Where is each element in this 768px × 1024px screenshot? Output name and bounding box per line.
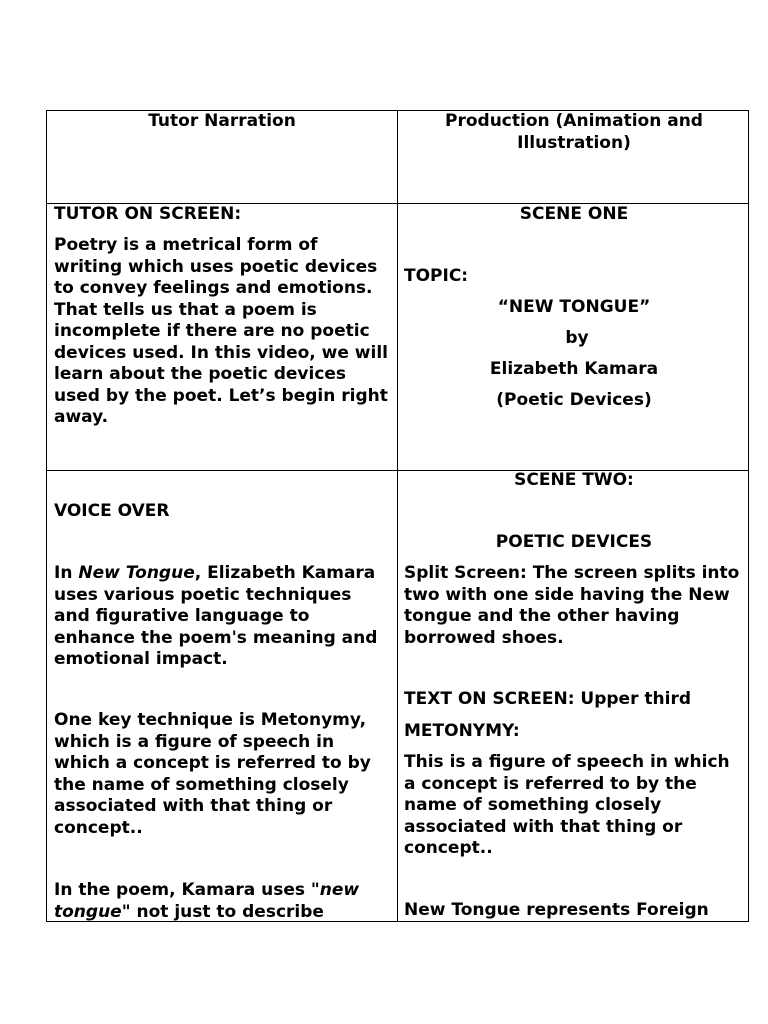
split-screen-direction: Split Screen: The screen splits into two with one side having the New tongue and the other having borrowed shoes.: [404, 563, 740, 648]
metonymy-term: METONYMY:: [404, 721, 520, 741]
voice-over-heading: VOICE OVER: [54, 501, 170, 521]
topic-label: TOPIC:: [404, 266, 469, 286]
voice-over-paragraph-metonymy: One key technique is Metonymy, which is a figure of speech in which a concept is referred to by the name of something closely associated with that thing or concept..: [54, 710, 371, 838]
scene-two-narration-cell: [54, 471, 390, 922]
scene-one-label: SCENE ONE: [519, 204, 629, 224]
author-name: Elizabeth Kamara: [489, 359, 659, 379]
voice-over-paragraph-intro: In New Tongue, Elizabeth Kamara uses various poetic techniques and figurative language to enhance the poem's meaning and emotional impact.: [54, 563, 378, 669]
metonymy-definition: This is a figure of speech in which a concept is referred to by the name of something closely associated with that thing or concept..: [404, 752, 730, 858]
header-cell-tutor-narration: [54, 111, 390, 203]
poem-title: “NEW TONGUE”: [497, 297, 651, 317]
tutor-intro-text: Poetry is a metrical form of writing which uses poetic devices to convey feelings and emotions. That tells us that a poem is incomplete if there are no poetic devices used. In this video, we will learn about the poetic devices used by the poet. Let’s begin right away.: [54, 235, 388, 427]
column-divider: [397, 111, 398, 921]
header-production: Production (Animation and Illustration): [445, 111, 703, 153]
topic-subtitle: (Poetic Devices): [496, 390, 652, 410]
new-tongue-represents: New Tongue represents Foreign: [404, 900, 709, 920]
scene-one-narration-cell: [54, 204, 390, 470]
scene-two-label: SCENE TWO:: [514, 471, 634, 490]
header-cell-production: [404, 111, 744, 203]
poetic-devices-heading: POETIC DEVICES: [495, 532, 653, 552]
header-tutor-narration: Tutor Narration: [148, 111, 296, 131]
scene-one-production-cell: [404, 204, 744, 470]
text-on-screen-direction: TEXT ON SCREEN: Upper third: [404, 689, 691, 709]
script-table: [46, 110, 749, 922]
tutor-on-screen-heading: TUTOR ON SCREEN:: [54, 204, 242, 224]
voice-over-paragraph-new-tongue: In the poem, Kamara uses "new tongue" not just to describe: [54, 880, 360, 922]
scene-two-production-cell: [404, 471, 744, 922]
by-label: by: [565, 328, 589, 348]
